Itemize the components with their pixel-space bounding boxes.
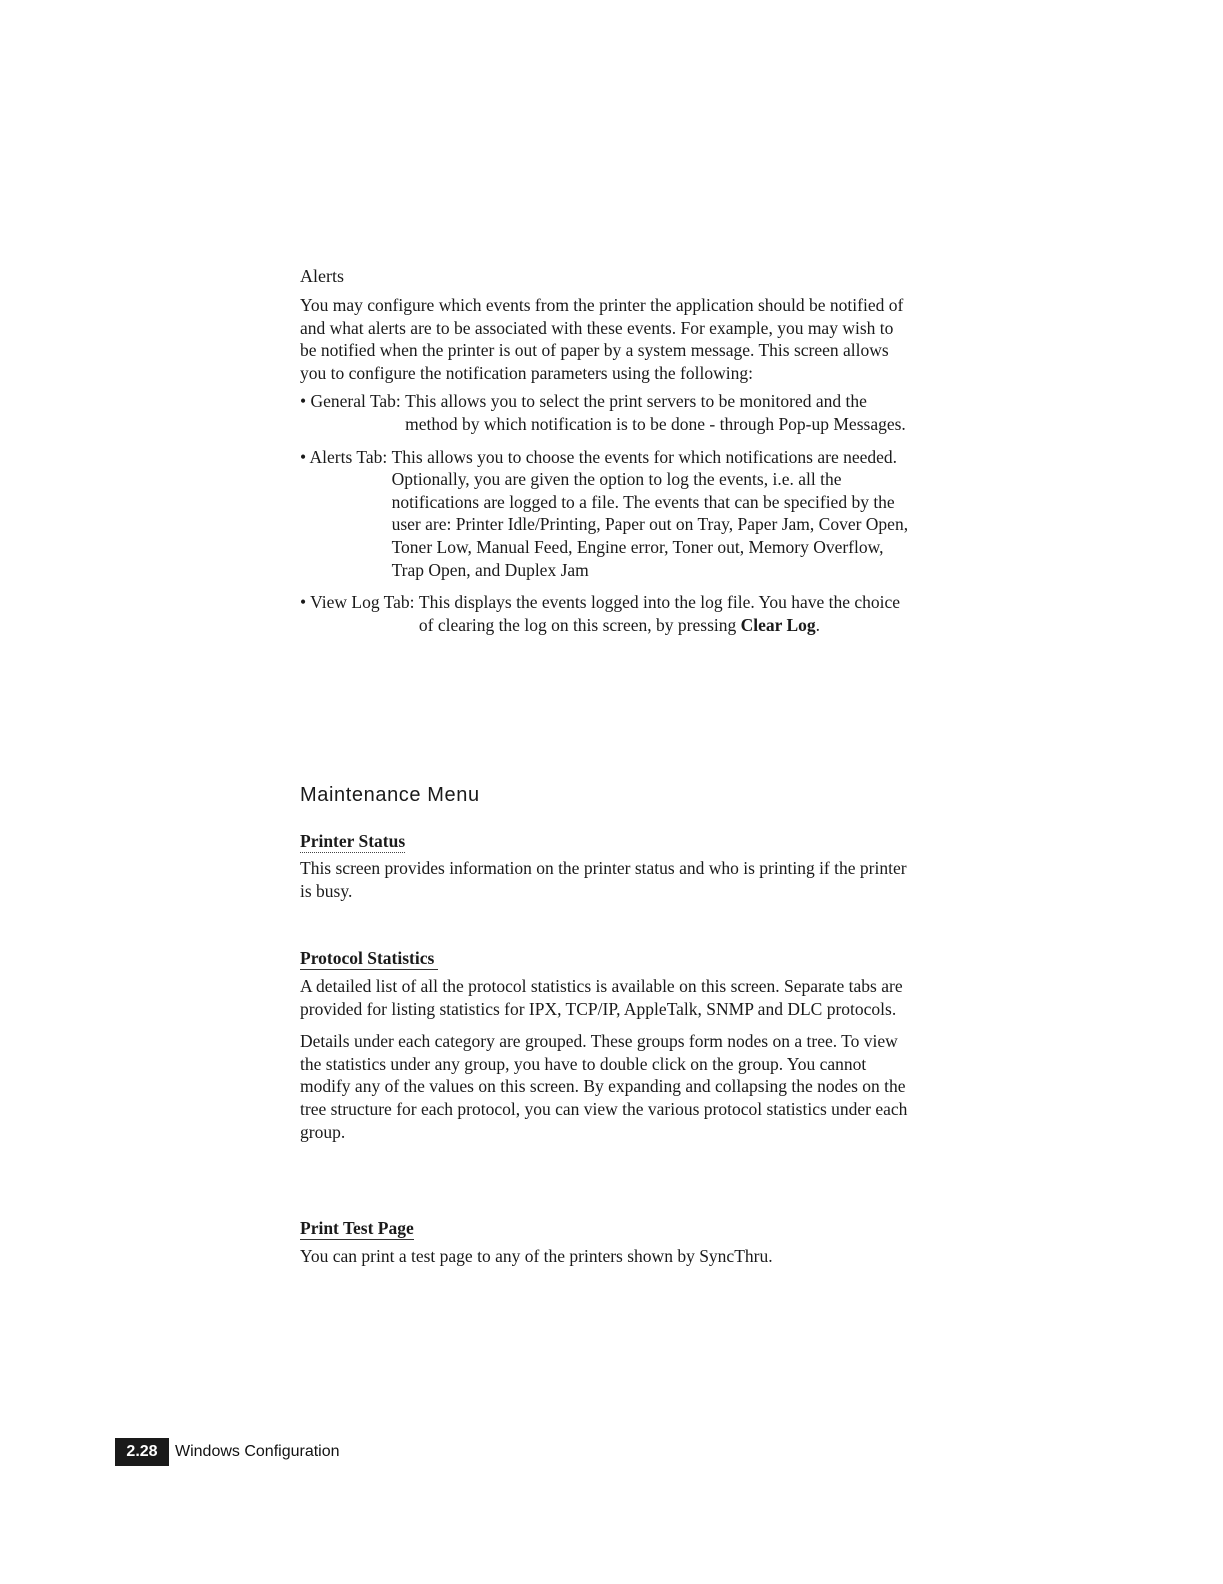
bullet-general-tab: [300, 390, 910, 435]
protocol-statistics-text-1: A detailed list of all the protocol statistics is available on this screen. Separate tabs are provided for listing statistics for IPX, TCP/IP, AppleTalk, SNMP and DLC protocols.: [300, 976, 903, 1019]
bullet-text-before: This displays the events logged into the log file. You have the choice of clearing the log on this screen, by pressing: [418, 592, 901, 635]
maintenance-menu-title: Maintenance Menu: [300, 784, 480, 806]
printer-status-section: [300, 831, 910, 902]
bullet-alerts-tab: [300, 446, 910, 582]
print-test-page-heading: Print Test Page: [300, 1218, 414, 1238]
bullet-text-after: .: [815, 614, 821, 635]
clear-log-label: Clear Log: [740, 614, 816, 635]
alerts-intro: You may configure which events from the printer the application should be notified of and what alerts are to be associated with these events. For example, you may wish to be notified when the printer is out of paper by a system message. This screen allows you to configure the notification parameters using the following:: [300, 295, 904, 383]
printer-status-heading: Printer Status: [300, 831, 406, 851]
bullet-label: • Alerts Tab:: [300, 446, 392, 467]
bullet-view-log-tab: [300, 591, 910, 636]
bullet-text: [419, 591, 910, 636]
bullet-label: • General Tab:: [300, 391, 406, 412]
alerts-section: [300, 266, 910, 636]
bullet-label: • View Log Tab:: [300, 592, 419, 613]
alerts-heading: Alerts: [300, 266, 344, 286]
print-test-page-text: You can print a test page to any of the printers shown by SyncThru.: [300, 1246, 773, 1266]
protocol-statistics-heading: Protocol Statistics: [300, 948, 438, 970]
footer-section-title: Windows Configuration: [175, 1443, 340, 1460]
page-footer: [115, 1438, 340, 1466]
protocol-statistics-section: [300, 948, 910, 1143]
protocol-statistics-text-2: Details under each category are grouped. These groups form nodes on a tree. To view the statistics under any group, you have to double click on the group. You cannot modify any of the values on this screen. By expanding and collapsing the nodes on the tree structure for each protocol, you can view the various protocol statistics under each group.: [300, 1031, 908, 1142]
page-number-badge: 2.28: [115, 1438, 169, 1466]
bullet-text: This allows you to choose the events for which notifications are needed. Optionally, you are given the option to log the events, i.e. all the notifications are logged to a file. The events that can be specified by the user are: Printer Idle/Printing, Paper out on Tray, Paper Jam, Cover Open, Toner Low, Manual Feed, Engine error, Toner out, Memory Overflow, Trap Open, and Duplex Jam: [391, 446, 909, 580]
printer-status-text: This screen provides information on the printer status and who is printing if the printer is busy.: [300, 858, 907, 901]
print-test-page-section: [300, 1218, 910, 1268]
bullet-text: This allows you to select the print servers to be monitored and the method by which notification is to be done - through Pop-up Messages.: [405, 391, 906, 434]
